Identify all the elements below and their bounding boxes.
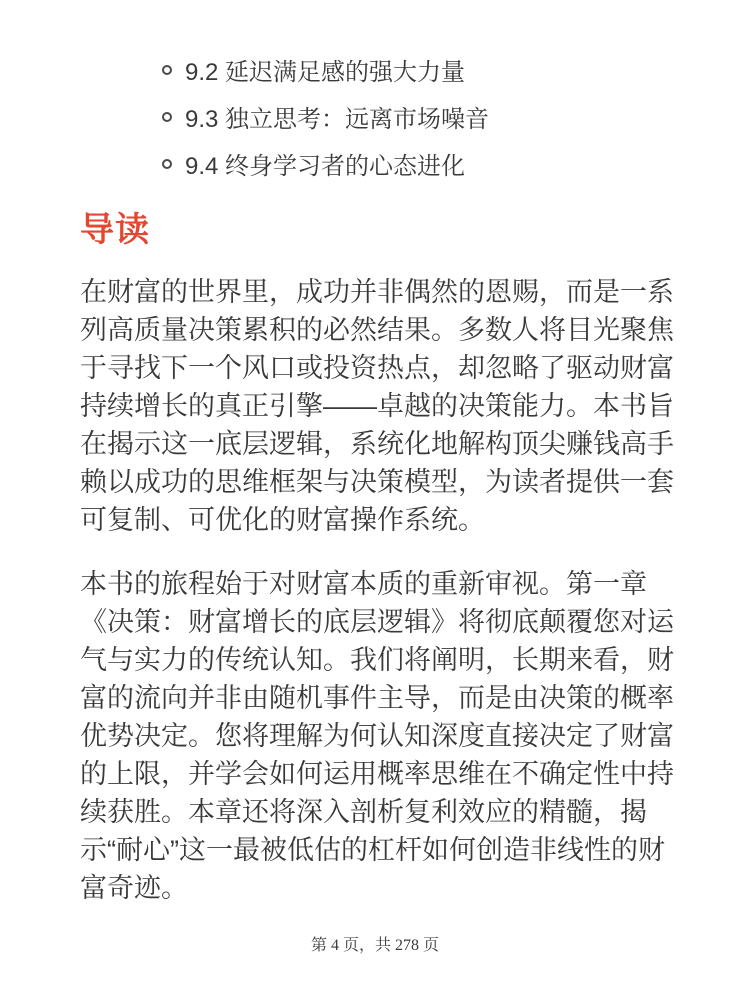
- toc-item-label: 9.4 终身学习者的心态进化: [185, 153, 466, 180]
- body-paragraph: 在财富的世界里，成功并非偶然的恩赐，而是一系列高质量决策累积的必然结果。多数人将目光聚焦于寻找下一个风口或投资热点，却忽略了驱动财富持续增长的真正引擎——卓越的决策能力。本书旨在揭示这一底层逻辑，系统化地解构顶尖赚钱高手赖以成功的思维框架与决策模型，为读者提供一套可复制、可优化的财富操作系统。: [80, 277, 674, 535]
- toc-list: [0, 46, 750, 187]
- toc-item: [0, 93, 750, 140]
- section-heading: 导读: [80, 211, 150, 249]
- circle-bullet-icon: [162, 65, 172, 75]
- body-paragraph: 本书的旅程始于对财富本质的重新审视。第一章《决策：财富增长的底层逻辑》将彻底颠覆您对运气与实力的传统认知。我们将阐明，长期来看，财富的流向并非由随机事件主导，而是由决策的概率优势决定。您将理解为何认知深度直接决定了财富的上限，并学会如何运用概率思维在不确定性中持续获胜。本章还将深入剖析复利效应的精髓，揭示“耐心”这一最被低估的杠杆如何创造非线性的财富奇迹。: [80, 569, 674, 903]
- toc-item: [0, 140, 750, 187]
- toc-item: [0, 46, 750, 93]
- circle-bullet-icon: [162, 112, 172, 122]
- page-indicator: 第 4 页，共 278 页: [310, 937, 439, 954]
- toc-item-label: 9.2 延迟满足感的强大力量: [185, 59, 466, 86]
- toc-item-label: 9.3 独立思考：远离市场噪音: [185, 106, 490, 133]
- page-footer: [0, 936, 750, 956]
- circle-bullet-icon: [162, 159, 172, 169]
